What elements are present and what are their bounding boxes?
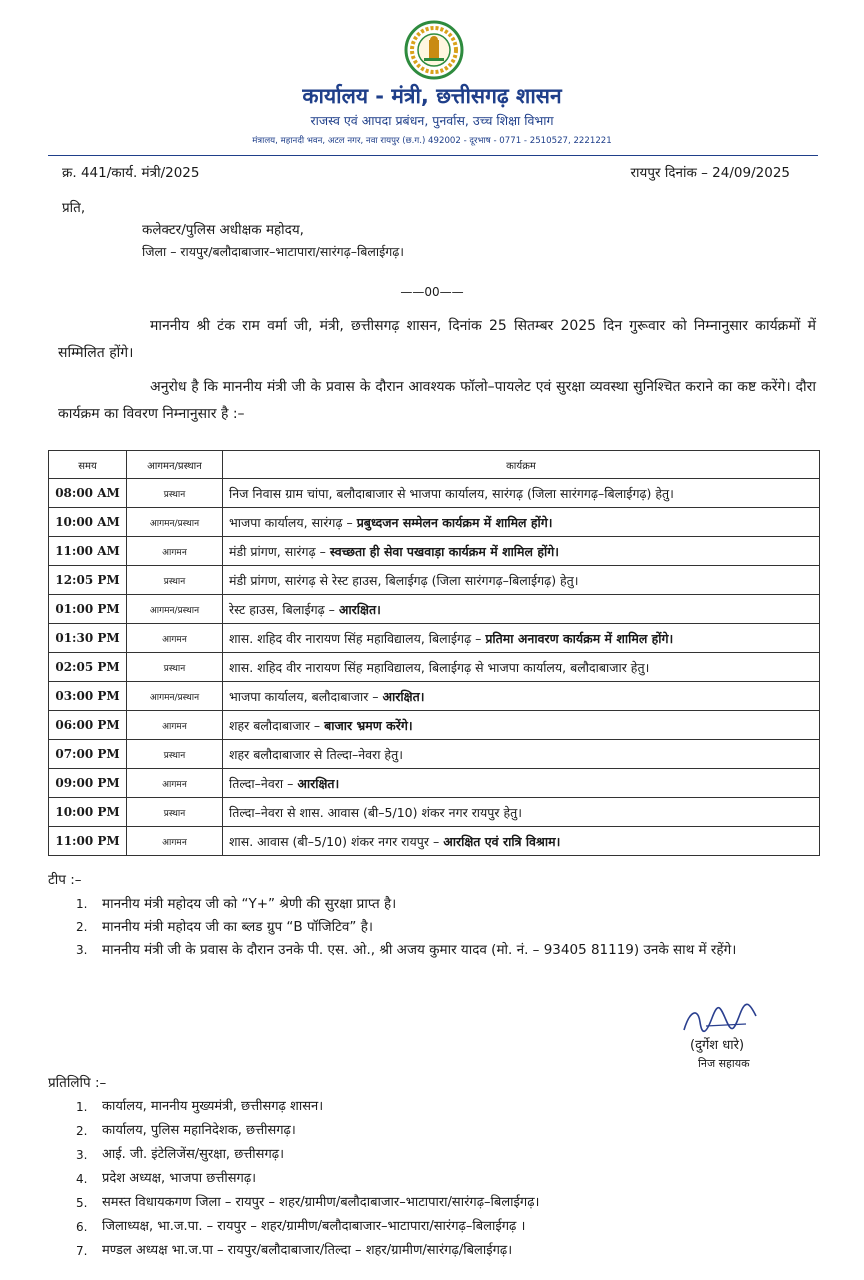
- table-row: [49, 827, 820, 856]
- program-highlight: प्रतिमा अनावरण कार्यक्रम में शामिल होंगे।: [485, 630, 674, 646]
- program-text: शहर बलौदाबाजार –: [229, 717, 325, 733]
- program-text: शास. शहिद वीर नारायण सिंह महाविद्यालय, बिलाईगढ़ –: [229, 630, 486, 646]
- item-number: 3.: [76, 1148, 88, 1162]
- row-kind: आगमन: [127, 537, 223, 566]
- table-row: [49, 508, 820, 537]
- table-row: [49, 711, 820, 740]
- row-time: 10:00 AM: [49, 508, 127, 537]
- row-time: 11:00 PM: [49, 827, 127, 856]
- signatory-name: (दुर्गेश धारे): [690, 1038, 745, 1053]
- row-program: [223, 711, 820, 740]
- row-program: [223, 624, 820, 653]
- row-kind: प्रस्थान: [127, 653, 223, 682]
- item-number: 1.: [76, 1100, 88, 1114]
- item-text: प्रदेश अध्यक्ष, भाजपा छत्तीसगढ़।: [102, 1171, 257, 1186]
- program-highlight: प्रबुध्दजन सम्मेलन कार्यक्रम में शामिल होंगे।: [356, 514, 553, 530]
- program-highlight: आरक्षित।: [338, 601, 381, 617]
- recipient-line-2: जिला – रायपुर/बलौदाबाजार–भाटापारा/सारंगढ़–बिलाईगढ़।: [142, 244, 405, 259]
- list-item: [76, 1119, 816, 1143]
- row-program: [223, 769, 820, 798]
- notes-title: टीप :–: [48, 872, 82, 888]
- program-text: तिल्दा–नेवरा –: [229, 775, 298, 791]
- row-program: [223, 798, 820, 827]
- program-highlight: आरक्षित एवं रात्रि विश्राम।: [443, 833, 561, 849]
- copies-list: [76, 1095, 816, 1263]
- program-text: मंडी प्रांगण, सारंगढ़ –: [229, 543, 330, 559]
- item-number: 5.: [76, 1196, 88, 1210]
- list-item: [76, 1191, 816, 1215]
- row-kind: प्रस्थान: [127, 566, 223, 595]
- schedule-table: [48, 450, 820, 856]
- item-text: कार्यालय, पुलिस महानिदेशक, छत्तीसगढ़।: [102, 1123, 296, 1138]
- row-kind: प्रस्थान: [127, 798, 223, 827]
- row-kind: आगमन: [127, 827, 223, 856]
- program-highlight: स्वच्छता ही सेवा पखवाड़ा कार्यक्रम में शामिल होंगे।: [329, 543, 559, 559]
- row-time: 08:00 AM: [49, 479, 127, 508]
- office-title: कार्यालय - मंत्री, छत्तीसगढ़ शासन: [302, 84, 562, 108]
- item-number: 4.: [76, 1172, 88, 1186]
- body-paragraph-2: अनुरोध है कि माननीय मंत्री जी के प्रवास के दौरान आवश्यक फॉलो–पायलेट एवं सुरक्षा व्यवस्था सुनिश्चित कराने का कष्ट करेंगे। दौरा कार्यक्रम का विवरण निम्नानुसार है :–: [58, 379, 816, 422]
- list-item: [76, 1215, 816, 1239]
- row-program: [223, 537, 820, 566]
- row-kind: आगमन: [127, 624, 223, 653]
- table-row: [49, 653, 820, 682]
- item-text: आई. जी. इंटेलिजेंस/सुरक्षा, छत्तीसगढ़।: [102, 1147, 285, 1162]
- list-item: [76, 1167, 816, 1191]
- row-time: 11:00 AM: [49, 537, 127, 566]
- item-number: 2.: [76, 920, 88, 934]
- row-kind: आगमन: [127, 769, 223, 798]
- program-text: निज निवास ग्राम चांपा, बलौदाबाजार से भाजपा कार्यालय, सारंगढ़ (जिला सारंगगढ़–बिलाईगढ़) हेतु।: [229, 485, 674, 501]
- item-number: 1.: [76, 897, 88, 911]
- row-time: 02:05 PM: [49, 653, 127, 682]
- list-item: [76, 1239, 816, 1263]
- list-item: [76, 893, 816, 916]
- header-program: कार्यक्रम: [223, 451, 820, 479]
- item-text: समस्त विधायकगण जिला – रायपुर – शहर/ग्रामीण/बलौदाबाजार–भाटापारा/सारंगढ़–बिलाईगढ़।: [102, 1195, 540, 1210]
- row-kind: आगमन/प्रस्थान: [127, 595, 223, 624]
- program-text: मंडी प्रांगण, सारंगढ़ से रेस्ट हाउस, बिलाईगढ़ (जिला सारंगगढ़–बिलाईगढ़) हेतु।: [229, 572, 579, 588]
- row-program: [223, 508, 820, 537]
- row-time: 12:05 PM: [49, 566, 127, 595]
- office-address: मंत्रालय, महानदी भवन, अटल नगर, नवा रायपुर (छ.ग.) 492002 - दूरभाष - 0771 - 2510527, 2221221: [252, 136, 612, 146]
- table-row: [49, 479, 820, 508]
- program-text: तिल्दा–नेवरा से शास. आवास (बी–5/10) शंकर नगर रायपुर हेतु।: [229, 804, 522, 820]
- item-text: मण्डल अध्यक्ष भा.ज.पा – रायपुर/बलौदाबाजार/तिल्दा – शहर/ग्रामीण/सारंगढ़/बिलाईगढ़।: [102, 1243, 513, 1258]
- program-highlight: आरक्षित।: [382, 688, 425, 704]
- program-text: शास. शहिद वीर नारायण सिंह महाविद्यालय, बिलाईगढ़ से भाजपा कार्यालय, बलौदाबाजार हेतु।: [229, 659, 650, 675]
- reference-number: क्र. 441/कार्य. मंत्री/2025: [62, 165, 200, 181]
- row-program: [223, 827, 820, 856]
- program-text: भाजपा कार्यालय, बलौदाबाजार –: [229, 688, 383, 704]
- item-number: 7.: [76, 1244, 88, 1258]
- recipient-prefix: प्रति,: [62, 200, 86, 216]
- row-program: [223, 566, 820, 595]
- row-program: [223, 595, 820, 624]
- list-item: [76, 939, 816, 962]
- row-time: 01:30 PM: [49, 624, 127, 653]
- item-text: जिलाध्यक्ष, भा.ज.पा. – रायपुर – शहर/ग्रामीण/बलौदाबाजार–भाटापारा/सारंगढ़–बिलाईगढ़ ।: [102, 1219, 526, 1234]
- header-arrival-departure: आगमन/प्रस्थान: [127, 451, 223, 479]
- row-program: [223, 653, 820, 682]
- table-row: [49, 624, 820, 653]
- item-text: माननीय मंत्री जी के प्रवास के दौरान उनके पी. एस. ओ., श्री अजय कुमार यादव (मो. नं. – 93405 81119) उनके साथ में रहेंगे।: [102, 942, 737, 958]
- table-row: [49, 740, 820, 769]
- program-text: रेस्ट हाउस, बिलाईगढ़ –: [229, 601, 339, 617]
- signatory-designation: निज सहायक: [698, 1057, 750, 1070]
- row-time: 09:00 PM: [49, 769, 127, 798]
- row-program: [223, 740, 820, 769]
- row-time: 07:00 PM: [49, 740, 127, 769]
- row-kind: प्रस्थान: [127, 740, 223, 769]
- row-time: 06:00 PM: [49, 711, 127, 740]
- row-kind: आगमन/प्रस्थान: [127, 682, 223, 711]
- item-text: माननीय मंत्री महोदय जी को “Y+” श्रेणी की सुरक्षा प्राप्त है।: [102, 896, 397, 912]
- program-highlight: बाजार भ्रमण करेंगे।: [324, 717, 413, 733]
- program-text: शास. आवास (बी–5/10) शंकर नगर रायपुर –: [229, 833, 444, 849]
- program-highlight: आरक्षित।: [297, 775, 340, 791]
- section-separator: ——00——: [400, 285, 464, 299]
- item-number: 3.: [76, 943, 88, 957]
- item-text: कार्यालय, माननीय मुख्यमंत्री, छत्तीसगढ़ शासन।: [102, 1099, 324, 1114]
- letter-date: रायपुर दिनांक – 24/09/2025: [630, 165, 790, 181]
- program-text: शहर बलौदाबाजार से तिल्दा–नेवरा हेतु।: [229, 746, 403, 762]
- department-subtitle: राजस्व एवं आपदा प्रबंधन, पुनर्वास, उच्च शिक्षा विभाग: [310, 113, 554, 128]
- body-paragraph-1: माननीय श्री टंक राम वर्मा जी, मंत्री, छत्तीसगढ़ शासन, दिनांक 25 सितम्बर 2025 दिन गुरूवार को निम्नानुसार कार्यक्रमों में सम्मिलित होंगे।: [58, 318, 816, 361]
- row-kind: प्रस्थान: [127, 479, 223, 508]
- table-row: [49, 682, 820, 711]
- schedule-header-row: [49, 451, 820, 479]
- list-item: [76, 1143, 816, 1167]
- row-program: [223, 682, 820, 711]
- table-row: [49, 595, 820, 624]
- row-kind: आगमन/प्रस्थान: [127, 508, 223, 537]
- list-item: [76, 916, 816, 939]
- table-row: [49, 566, 820, 595]
- table-row: [49, 769, 820, 798]
- row-kind: आगमन: [127, 711, 223, 740]
- row-time: 01:00 PM: [49, 595, 127, 624]
- letterhead-divider: [48, 155, 818, 156]
- list-item: [76, 1095, 816, 1119]
- item-number: 2.: [76, 1124, 88, 1138]
- item-text: माननीय मंत्री महोदय जी का ब्लड ग्रुप “B पॉजिटिव” है।: [102, 919, 373, 935]
- state-emblem-icon: [404, 20, 464, 80]
- table-row: [49, 537, 820, 566]
- recipient-line-1: कलेक्टर/पुलिस अधीक्षक महोदय,: [142, 222, 304, 238]
- row-time: 10:00 PM: [49, 798, 127, 827]
- row-program: [223, 479, 820, 508]
- row-time: 03:00 PM: [49, 682, 127, 711]
- header-time: समय: [49, 451, 127, 479]
- program-text: भाजपा कार्यालय, सारंगढ़ –: [229, 514, 357, 530]
- notes-list: [76, 893, 816, 962]
- table-row: [49, 798, 820, 827]
- item-number: 6.: [76, 1220, 88, 1234]
- copies-title: प्रतिलिपि :–: [48, 1075, 107, 1091]
